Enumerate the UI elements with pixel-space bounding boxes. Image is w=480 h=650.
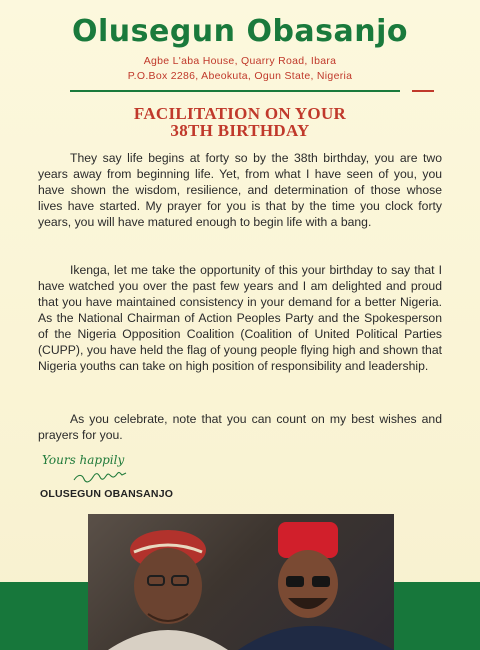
address-line-1: Agbe L'aba House, Quarry Road, Ibara bbox=[143, 55, 337, 67]
address-line-2: P.O.Box 2286, Abeokuta, Ogun State, Nigeria bbox=[127, 70, 353, 82]
left-garment bbox=[108, 630, 228, 650]
handwritten-signature bbox=[40, 450, 170, 486]
letter-title-line-2: 38TH BIRTHDAY bbox=[170, 121, 310, 140]
header-divider-green bbox=[70, 90, 400, 92]
letter-paragraph-1: They say life begins at forty so by the 38th birthday, you are two years away from beginning life. Yet, from what I have seen of you, you have shown the wisdom, resilience, and determination of those whose lives have started. My prayer for you is that by the time you clock forty years, you will have matured enough to begin life with a bang. bbox=[38, 151, 442, 229]
letterhead-name: Olusegun Obasanjo bbox=[71, 14, 409, 49]
portrait-illustration bbox=[88, 514, 394, 650]
signer-name: OLUSEGUN OBANSANJO bbox=[40, 488, 174, 500]
right-jacket bbox=[238, 626, 394, 650]
letter-paragraph-3: As you celebrate, note that you can count on my best wishes and prayers for you. bbox=[38, 412, 442, 442]
portrait-photo bbox=[88, 514, 394, 650]
header-divider-red bbox=[412, 90, 434, 92]
letter-paragraph-2: Ikenga, let me take the opportunity of this your birthday to say that I have watched you over the past few years and I am delighted and proud that you have maintained consistency in your demand for a better Nigeria. As the National Chairman of Action Peoples Party and the Spokesperson of the Nigeria Opposition Coalition (Coalition of United Political Parties (CUPP), you have held the flag of young people flying high and shown that Nigeria youths can take on high position of responsibility and leadership. bbox=[38, 263, 442, 373]
left-face bbox=[134, 548, 202, 624]
letter-title-line-1: FACILITATION ON YOUR bbox=[133, 104, 347, 123]
signature-greeting: Yours happily bbox=[42, 453, 125, 467]
